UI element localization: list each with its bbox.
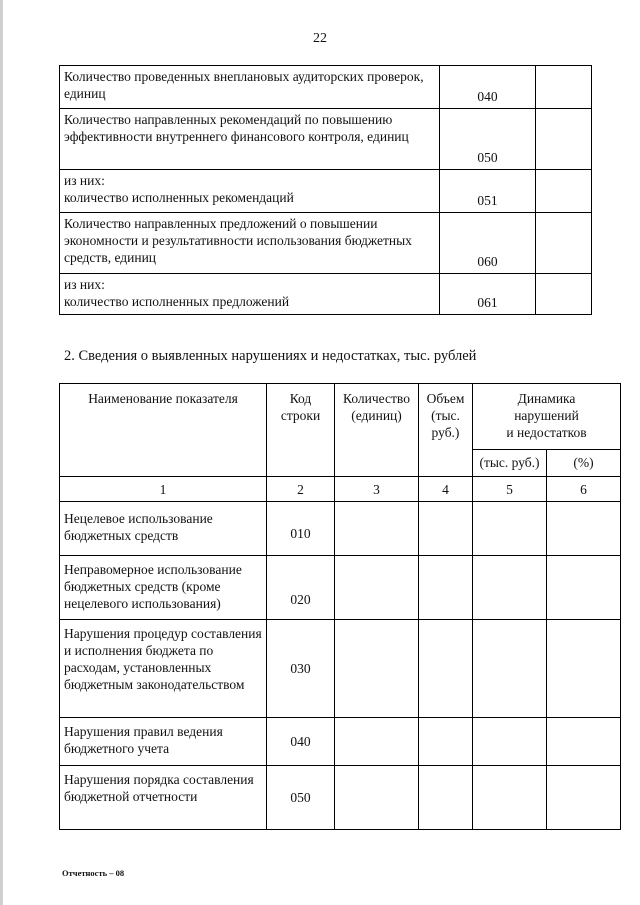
- row-name: из них: количество исполненных рекомендаций: [60, 170, 440, 213]
- footer-form-code: Отчетность – 08: [62, 868, 125, 878]
- column-number: 2: [267, 477, 335, 502]
- table-row: [60, 766, 621, 830]
- row-name: Нецелевое использование бюджетных средств: [60, 502, 267, 556]
- value-cell: [547, 766, 621, 830]
- value-cell: [335, 766, 419, 830]
- table-row: [60, 109, 592, 170]
- row-name: Нарушения порядка составления бюджетной отчетности: [60, 766, 267, 830]
- row-code: 030: [267, 620, 335, 718]
- value-cell: [473, 502, 547, 556]
- value-cell: [335, 718, 419, 766]
- value-cell: [335, 502, 419, 556]
- table-row: [60, 718, 621, 766]
- value-cell: [419, 620, 473, 718]
- column-number: 3: [335, 477, 419, 502]
- row-code: 040: [267, 718, 335, 766]
- row-name: Количество направленных рекомендаций по повышению эффективности внутреннего финансового контроля, единиц: [60, 109, 440, 170]
- row-code: 010: [267, 502, 335, 556]
- column-number: 6: [547, 477, 621, 502]
- violations-table: [59, 383, 621, 830]
- value-cell: [419, 502, 473, 556]
- value-cell: [536, 274, 592, 315]
- table-row: [60, 620, 621, 718]
- value-cell: [536, 170, 592, 213]
- row-name: Неправомерное использование бюджетных средств (кроме нецелевого использования): [60, 556, 267, 620]
- value-cell: [547, 620, 621, 718]
- header-dynamics-rub: (тыс. руб.): [473, 449, 547, 476]
- value-cell: [419, 556, 473, 620]
- value-cell: [473, 620, 547, 718]
- column-number: 1: [60, 477, 267, 502]
- column-number-row: [60, 477, 621, 502]
- table-row: [60, 170, 592, 213]
- row-code: 061: [440, 274, 536, 315]
- value-cell: [536, 109, 592, 170]
- audit-counts-table: [59, 65, 592, 315]
- row-code: 051: [440, 170, 536, 213]
- header-dynamics-pct: (%): [547, 449, 621, 476]
- row-code: 060: [440, 213, 536, 274]
- row-code: 050: [440, 109, 536, 170]
- row-name: Нарушения правил ведения бюджетного учета: [60, 718, 267, 766]
- row-code: 020: [267, 556, 335, 620]
- header-code: Код строки: [267, 384, 335, 477]
- row-name: Количество направленных предложений о повышении экономности и результативности использования бюджетных средств, единиц: [60, 213, 440, 274]
- row-name: из них: количество исполненных предложений: [60, 274, 440, 315]
- page-number: 22: [313, 31, 327, 46]
- value-cell: [536, 213, 592, 274]
- value-cell: [547, 718, 621, 766]
- header-dynamics: Динамика нарушений и недостатков: [473, 384, 621, 450]
- table-row: [60, 213, 592, 274]
- value-cell: [536, 66, 592, 109]
- row-name: Нарушения процедур составления и исполнения бюджета по расходам, установленных бюджетным законодательством: [60, 620, 267, 718]
- value-cell: [473, 718, 547, 766]
- column-number: 4: [419, 477, 473, 502]
- table-row: [60, 274, 592, 315]
- value-cell: [547, 502, 621, 556]
- row-name: Количество проведенных внеплановых аудиторских проверок, единиц: [60, 66, 440, 109]
- scan-edge: [0, 0, 3, 905]
- header-name: Наименование показателя: [60, 384, 267, 477]
- row-code: 040: [440, 66, 536, 109]
- header-volume: Объем (тыс. руб.): [419, 384, 473, 477]
- value-cell: [419, 766, 473, 830]
- value-cell: [335, 620, 419, 718]
- value-cell: [473, 556, 547, 620]
- value-cell: [335, 556, 419, 620]
- column-number: 5: [473, 477, 547, 502]
- header-quantity: Количество (единиц): [335, 384, 419, 477]
- table-row: [60, 556, 621, 620]
- value-cell: [419, 718, 473, 766]
- value-cell: [473, 766, 547, 830]
- header-row: [60, 384, 621, 450]
- section-title: 2. Сведения о выявленных нарушениях и недостатках, тыс. рублей: [64, 348, 477, 364]
- table-row: [60, 66, 592, 109]
- table-row: [60, 502, 621, 556]
- value-cell: [547, 556, 621, 620]
- row-code: 050: [267, 766, 335, 830]
